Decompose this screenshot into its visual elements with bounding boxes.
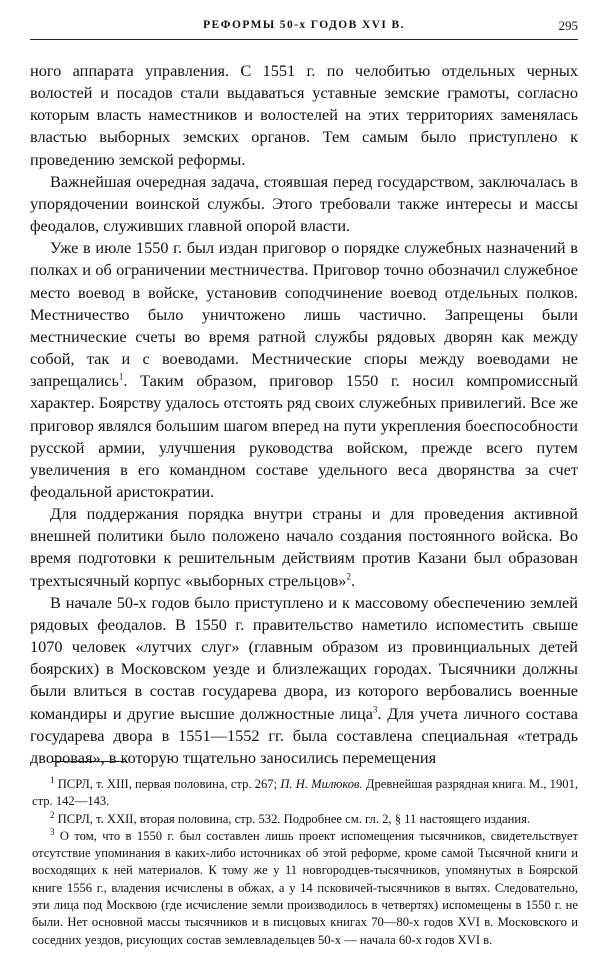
footnote <box>32 828 578 949</box>
footnote-ref[interactable]: 1 <box>118 371 124 382</box>
footnote-text: ПСРЛ, т. XXII, вторая половина, стр. 532. Подробнее см. гл. 2, § 11 настоящего издания. <box>57 811 531 826</box>
paragraph-text: . Таким образом, приговор 1550 г. носил компромиссный характер. Боярству удалось отстоять ряд своих служебных привилегий. Все же приговор являлся большим шагом вперед на пути укрепления боеспособности русской армии, улучшения руководства войском, прежде всего путем увеличения в его командном составе удельного веса дворянства за счет феодальной аристократии. <box>30 371 578 501</box>
footnotes <box>32 776 578 949</box>
footnote-text: Древнейшая разрядная книга. М., 1901, стр. 142—143. <box>32 777 579 809</box>
paragraph <box>30 592 578 769</box>
footnote-mark: 2 <box>50 809 55 820</box>
paragraph-text: Уже в июле 1550 г. был издан приговор о порядке служебных назначений в полках и об ограничении местничества. Приговор точно обозначил служебное место воевод в войске, установив соподчинение воевод отдельных полков. Местничество было уничтожено лишь частично. Запрещены были местнические счеты во время ратной службы рядовых дворян как между собой, так и с воеводами. Местнические споры между воеводами не запрещались <box>30 238 578 391</box>
paragraph-text: . <box>350 570 356 590</box>
footnote-mark: 3 <box>50 826 55 837</box>
footnote-separator <box>52 761 126 762</box>
footnote-mark: 1 <box>50 774 55 785</box>
paragraph <box>30 237 578 503</box>
footnote-author: П. Н. Милюков. <box>280 777 363 791</box>
footnote-ref[interactable]: 3 <box>372 704 378 715</box>
paragraph: Важнейшая очередная задача, стоявшая перед государством, заключалась в упорядочении воинской службы. Этого требовали также интересы и массы феодалов, служивших главной опорой власти. <box>30 171 578 236</box>
paragraph-text: Для поддержания порядка внутри страны и для проведения активной внешней политики было положено начало создания постоянного войска. Во время подготовки к решительным действиям против Казани был образован трехтысячный корпус «выборных стрельцов» <box>30 504 578 590</box>
footnote <box>32 776 578 811</box>
paragraph-text: . Для учета личного состава государева двора в 1551—1552 гг. была составлена специальная «тетрадь дворовая», в которую тщательно заносились перемещения <box>30 703 578 767</box>
paragraph: ного аппарата управления. С 1551 г. по челобитью отдельных черных волостей и посадов стали выдаваться уставные земские грамоты, согласно которым власть наместников и волостелей на этих территориях заменялась властью выборных земских органов. Тем самым было приступлено к проведению земской реформы. <box>30 61 578 169</box>
footnote-text: О том, что в 1550 г. был составлен лишь проект испомещения тысячников, свидетельствует отсутствие упоминания в каких-либо источниках об этой реформе, кроме самой Тысячной книги и восходящих к ней материалов. К тому же у 11 новгородцев-тысячников, упомянутых в Боярской книге 1556 г., владения исчислены в обжах, а у 14 псковичей-тысячников в вытях. Следовательно, эти лица под Москвою (где исчисление земли производилось в четвертях) испомещены в 1550 г. не были. Нет основной массы тысячников и в писцовых книгах 70—80-х годов XVI в. Московского и соседних уездов, рисующих состав землевладельцев 50-х — начала 60-х годов XVI в. <box>32 828 578 947</box>
paragraph-text: В начале 50-х годов было приступлено и к массовому обеспечению землей рядовых феодалов. В 1550 г. правительство наметило испоместить свыше 1070 человек «лутчих слуг» (главным образом из провинциальных детей боярских) в Московском уезде и близлежащих городах. Тысячники должны были влиться в состав государева двора, из которого вербовались военные командиры и другие высшие должностные лица <box>30 592 578 723</box>
footnote-ref[interactable]: 2 <box>346 571 351 582</box>
page-number: 295 <box>558 18 578 33</box>
paragraph <box>30 503 578 592</box>
page-header <box>30 17 578 40</box>
footnote-text: ПСРЛ, т. XIII, первая половина, стр. 267; <box>57 777 278 791</box>
footnote <box>32 811 578 828</box>
running-title: РЕФОРМЫ 50-х ГОДОВ XVI В. <box>203 19 405 31</box>
main-text <box>30 60 578 769</box>
